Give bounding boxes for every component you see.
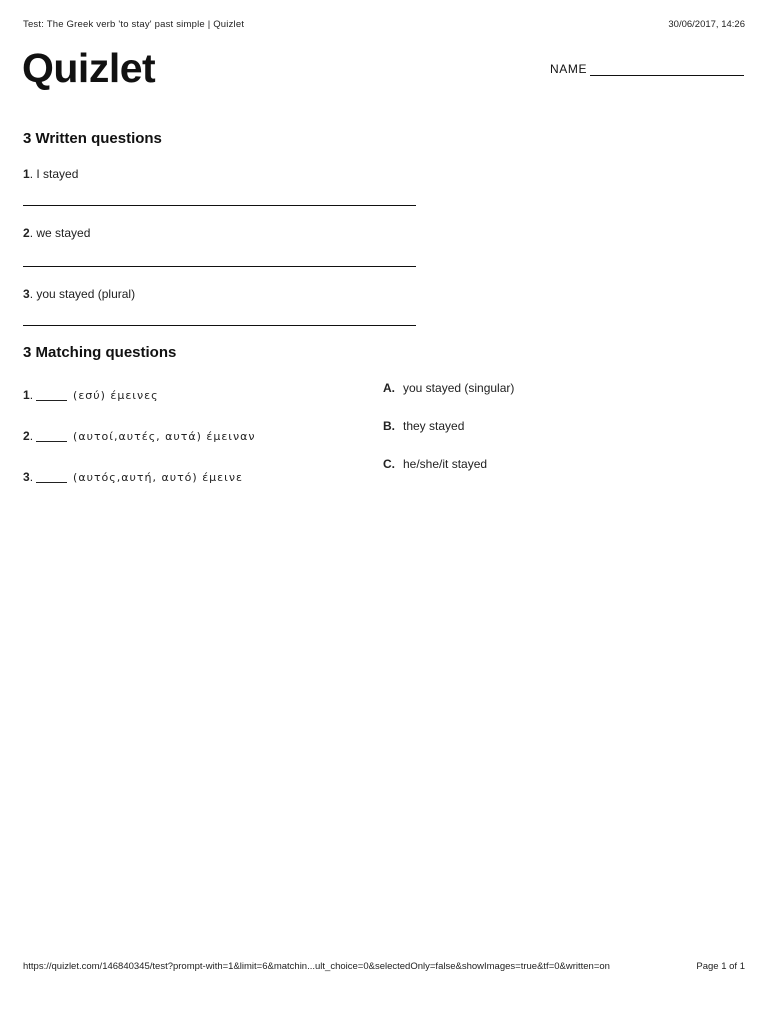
footer-page-number: Page 1 of 1 xyxy=(696,961,745,972)
question-text: I stayed xyxy=(36,167,79,181)
matching-questions-title: 3 Matching questions xyxy=(23,344,177,361)
question-number: 2 xyxy=(23,429,30,443)
answer-blank xyxy=(36,441,67,442)
question-text: (εσύ) έμεινες xyxy=(73,389,159,402)
matching-option-a xyxy=(383,381,514,395)
written-question-1: 1. I stayed xyxy=(23,167,79,181)
print-header-datetime: 30/06/2017, 14:26 xyxy=(668,19,745,30)
answer-line-2 xyxy=(23,266,416,267)
matching-option-c xyxy=(383,457,487,471)
name-label: NAME xyxy=(550,62,588,76)
question-number: 2 xyxy=(23,226,30,240)
matching-option-b xyxy=(383,419,464,433)
answer-blank xyxy=(36,482,67,483)
matching-question-2: 2. (αυτοί,αυτές, αυτά) έμειναν xyxy=(23,429,256,443)
answer-blank xyxy=(36,400,67,401)
option-letter: B. xyxy=(383,419,396,433)
question-text: (αυτός,αυτή, αυτό) έμεινε xyxy=(73,471,243,484)
quizlet-logo: Quizlet xyxy=(22,45,156,91)
answer-line-1 xyxy=(23,205,416,206)
matching-question-3: 3. (αυτός,αυτή, αυτό) έμεινε xyxy=(23,470,243,484)
written-questions-title: 3 Written questions xyxy=(23,130,162,147)
question-text: (αυτοί,αυτές, αυτά) έμειναν xyxy=(73,430,256,443)
question-text: you stayed (plural) xyxy=(36,287,136,301)
answer-line-3 xyxy=(23,325,416,326)
question-number: 3 xyxy=(23,287,30,301)
print-header-title: Test: The Greek verb 'to stay' past simple | Quizlet xyxy=(23,19,245,30)
option-letter: A. xyxy=(383,381,396,395)
written-question-3: 3. you stayed (plural) xyxy=(23,287,136,301)
option-letter: C. xyxy=(383,457,396,471)
option-text: he/she/it stayed xyxy=(403,457,488,471)
matching-question-1: 1. (εσύ) έμεινες xyxy=(23,388,159,402)
option-text: you stayed (singular) xyxy=(403,381,515,395)
question-number: 1 xyxy=(23,167,30,181)
question-number: 3 xyxy=(23,470,30,484)
written-question-2: 2. we stayed xyxy=(23,226,91,240)
option-text: they stayed xyxy=(403,419,465,433)
name-line xyxy=(590,75,744,76)
question-text: we stayed xyxy=(36,226,91,240)
question-number: 1 xyxy=(23,388,30,402)
footer-url: https://quizlet.com/146840345/test?prompt-with=1&limit=6&matchin...ult_choice=0&selectedOnly=false&showImages=true&tf=0&written=on xyxy=(23,961,610,972)
